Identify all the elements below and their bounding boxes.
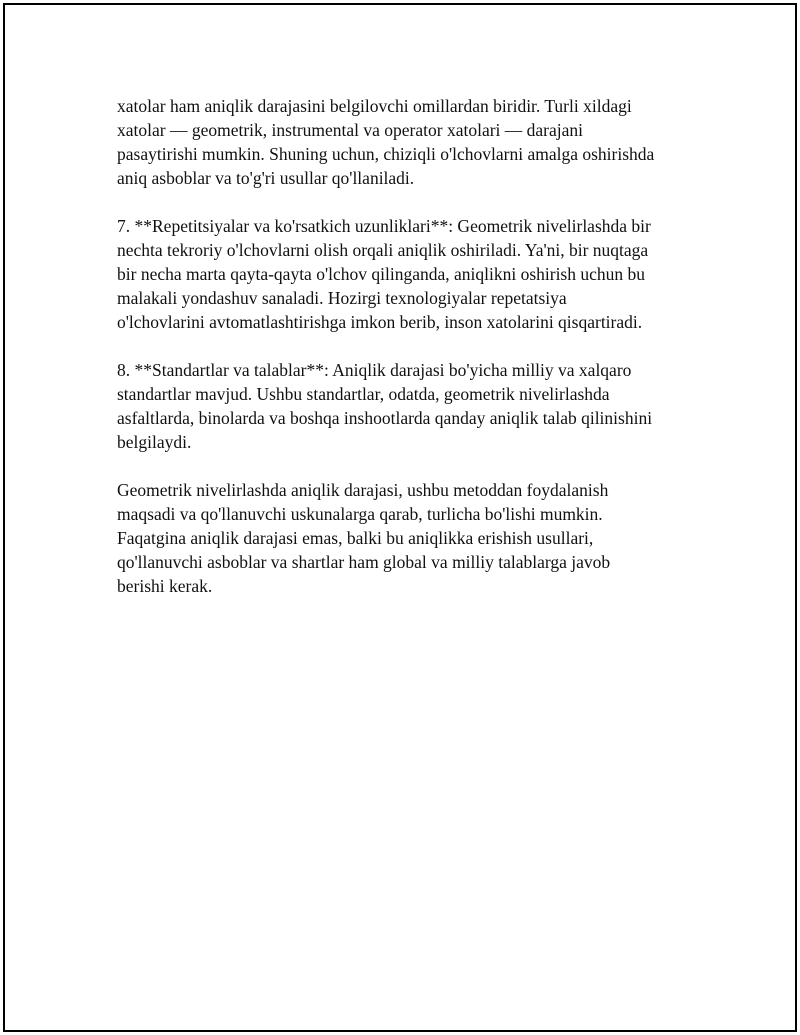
text-line: xatolar — geometrik, instrumental va operator xatolari — darajani <box>117 120 584 140</box>
text-line: aniq asboblar va to'g'ri usullar qo'llaniladi. <box>117 168 415 188</box>
text-line: belgilaydi. <box>117 432 192 452</box>
text-line: qo'llanuvchi asboblar va shartlar ham global va milliy talablarga javob <box>117 552 611 572</box>
text-line: 7. **Repetitsiyalar va ko'rsatkich uzunliklari**: Geometrik nivelirlashda bir <box>117 216 651 236</box>
text-line: o'lchovlarini avtomatlashtirishga imkon berib, inson xatolarini qisqartiradi. <box>117 312 643 332</box>
text-line: maqsadi va qo'llanuvchi uskunalarga qarab, turlicha bo'lishi mumkin. <box>117 504 603 524</box>
text-line: bir necha marta qayta-qayta o'lchov qilinganda, aniqlikni oshirish uchun bu <box>117 264 646 284</box>
text-line: 8. **Standartlar va talablar**: Aniqlik darajasi bo'yicha milliy va xalqaro <box>117 360 632 380</box>
paragraph-conclusion <box>117 478 692 598</box>
paragraph-item-8 <box>117 358 692 454</box>
text-line: xatolar ham aniqlik darajasini belgilovchi omillardan biridir. Turli xildagi <box>117 96 632 116</box>
text-line: Geometrik nivelirlashda aniqlik darajasi, ushbu metoddan foydalanish <box>117 480 609 500</box>
text-line: berishi kerak. <box>117 576 213 596</box>
text-line: standartlar mavjud. Ushbu standartlar, odatda, geometrik nivelirlashda <box>117 384 610 404</box>
text-line: nechta tekroriy o'lchovlarni olish orqali aniqlik oshiriladi. Ya'ni, bir nuqtaga <box>117 240 649 260</box>
text-line: malakali yondashuv sanaladi. Hozirgi texnologiyalar repetatsiya <box>117 288 567 308</box>
text-line: asfaltlarda, binolarda va boshqa inshootlarda qanday aniqlik talab qilinishini <box>117 408 653 428</box>
text-line: Faqatgina aniqlik darajasi emas, balki bu aniqlikka erishish usullari, <box>117 528 594 548</box>
paragraph-item-7 <box>117 214 692 334</box>
document-body <box>117 94 692 622</box>
text-line: pasaytirishi mumkin. Shuning uchun, chiziqli o'lchovlarni amalga oshirishda <box>117 144 655 164</box>
paragraph-errors <box>117 94 692 190</box>
